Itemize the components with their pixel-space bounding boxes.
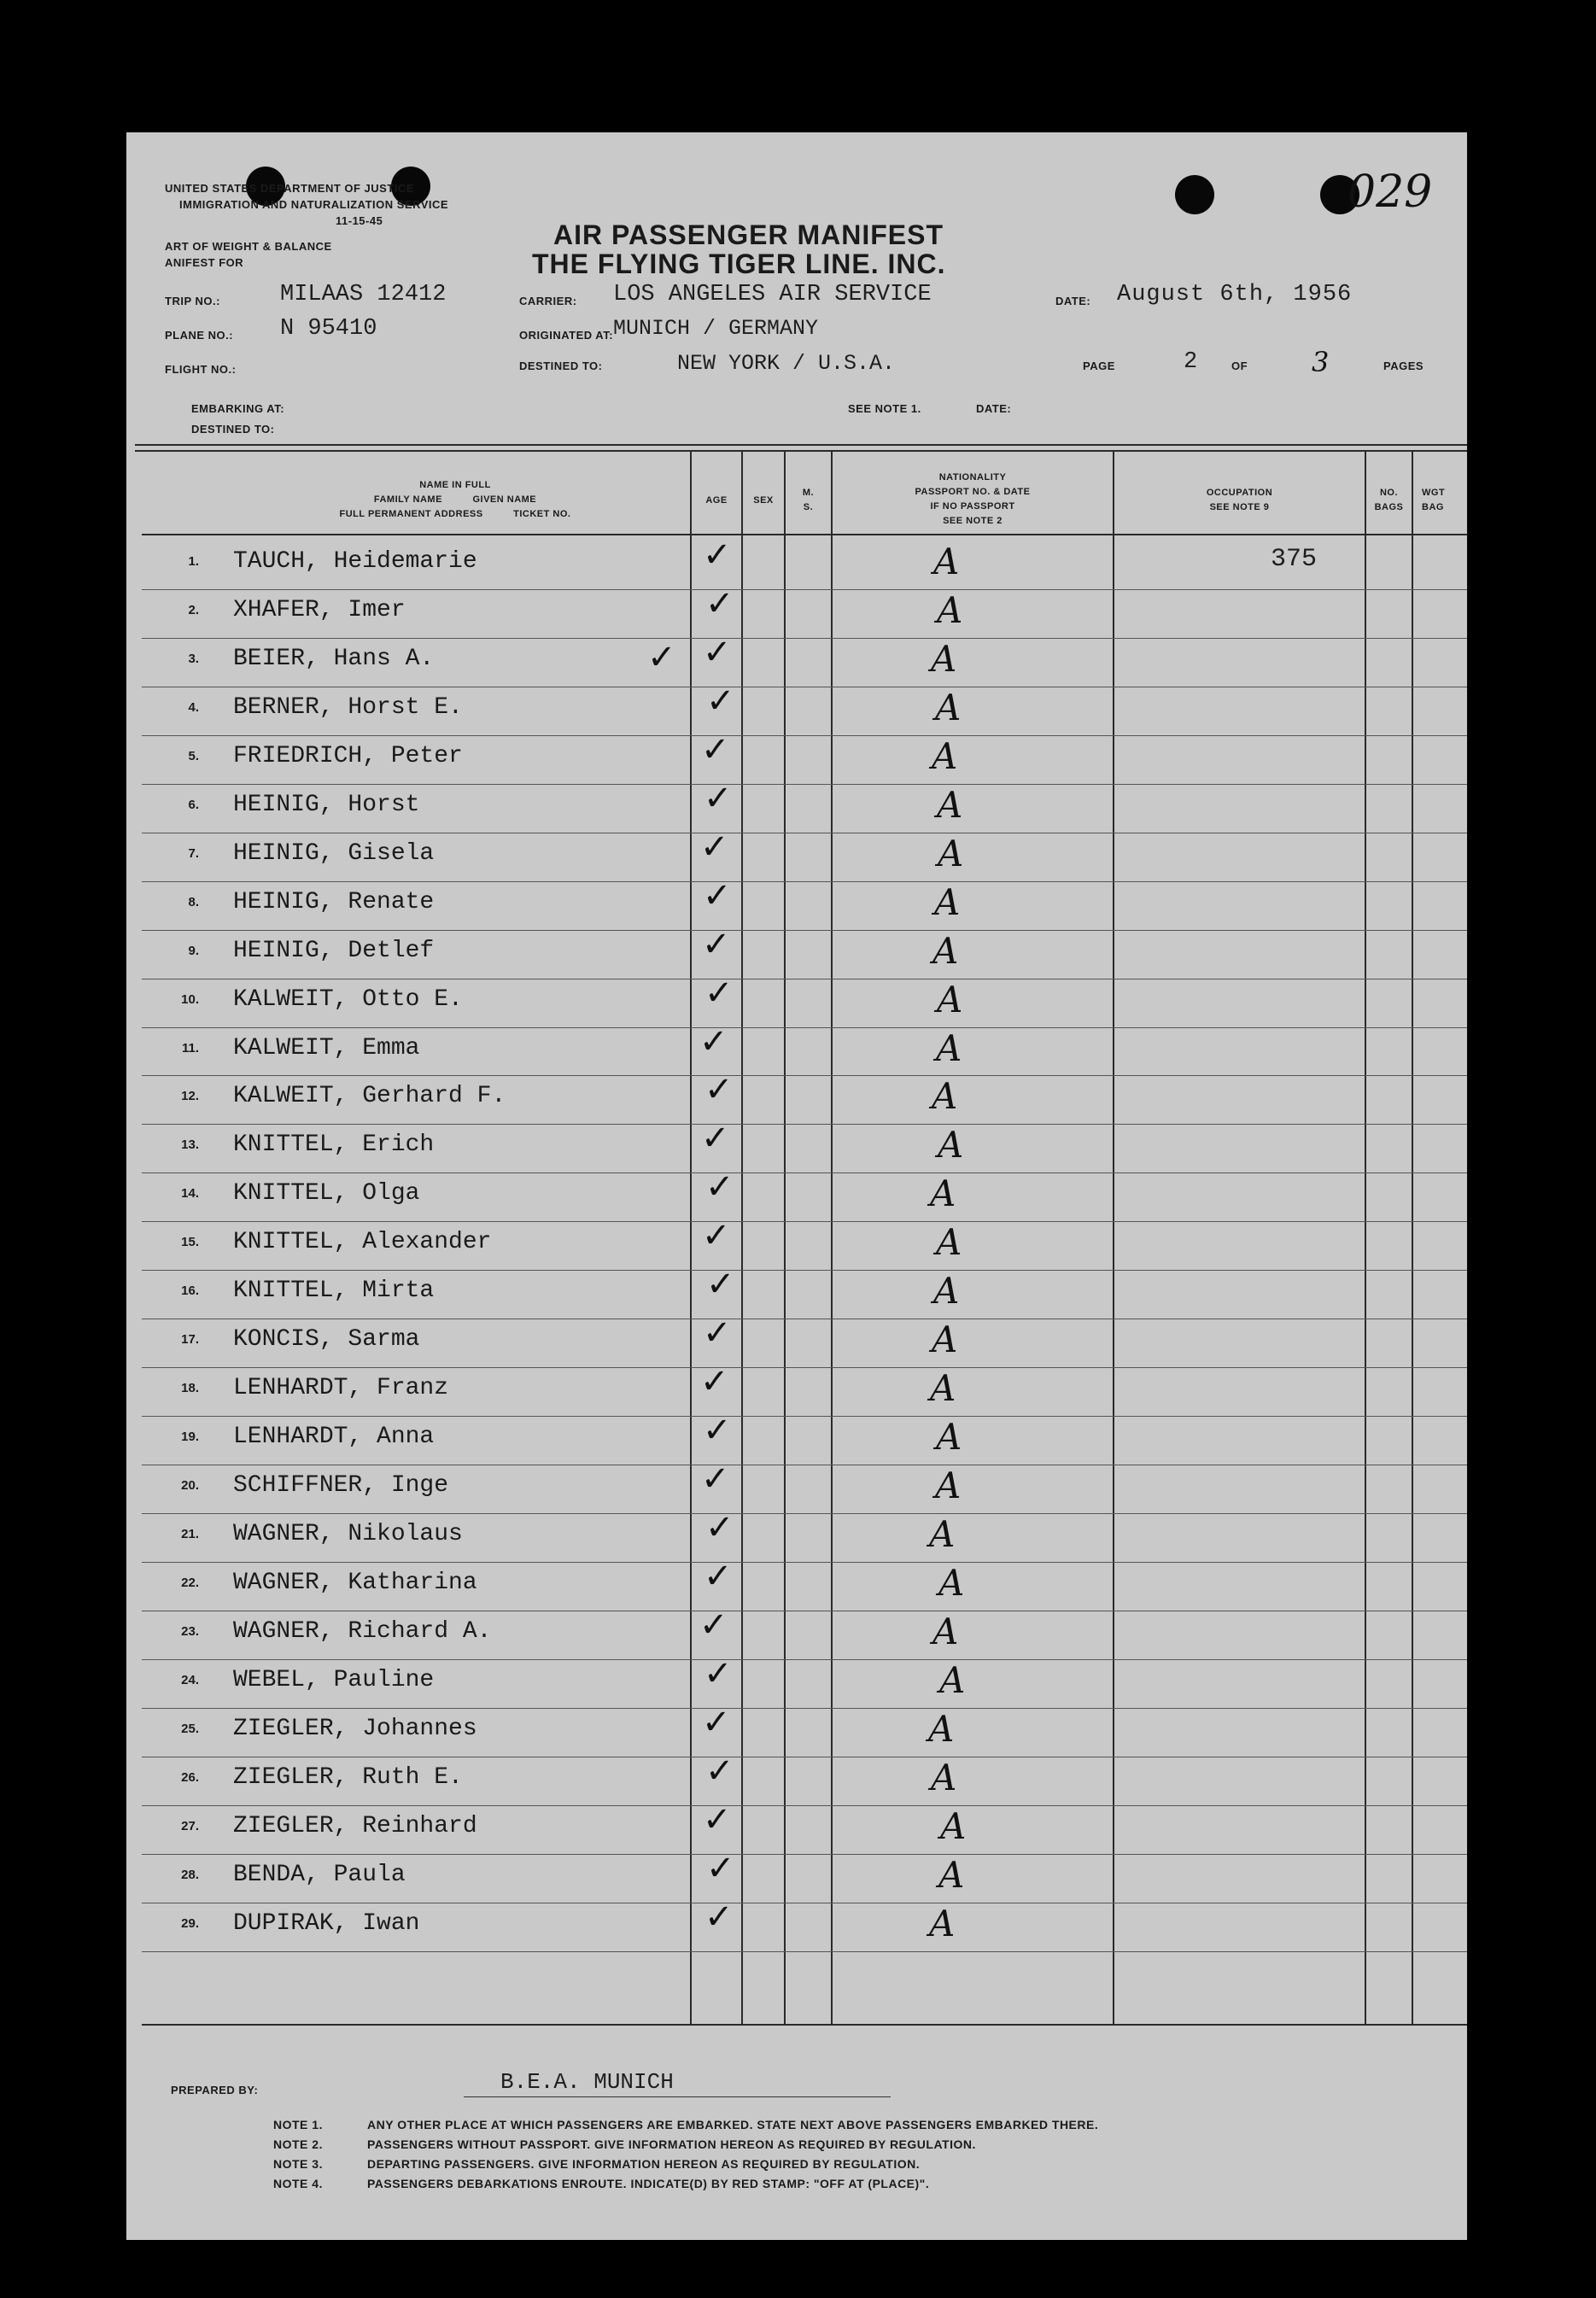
row-number: 9.	[188, 943, 199, 958]
age-check-mark: ✓	[703, 632, 732, 672]
passenger-name: FRIEDRICH, Peter	[233, 742, 463, 769]
note-text: ANY OTHER PLACE AT WHICH PASSENGERS ARE EMBARKED. STATE NEXT ABOVE PASSENGERS EMBARKED THERE.	[367, 2118, 1099, 2131]
pages-label: PAGES	[1383, 360, 1424, 372]
age-check-mark: ✓	[706, 681, 735, 721]
age-check-mark: ✓	[704, 778, 733, 818]
name-col-line1: NAME IN FULL	[419, 480, 491, 490]
row-number: 12.	[181, 1089, 199, 1104]
row-number: 21.	[181, 1527, 199, 1541]
note-text: PASSENGERS WITHOUT PASSPORT. GIVE INFORMATION HEREON AS REQUIRED BY REGULATION.	[367, 2137, 976, 2151]
nationality-mark: A	[932, 929, 959, 972]
nationality-mark: A	[930, 1172, 956, 1215]
row-rule	[142, 930, 1467, 931]
destined-label: DESTINED TO:	[191, 423, 275, 436]
weight-col-header	[1413, 486, 1467, 515]
age-check-mark: ✓	[704, 1556, 733, 1596]
header-rule	[135, 444, 1467, 446]
occ-col-line1: OCCUPATION	[1206, 488, 1273, 498]
passenger-name: KNITTEL, Mirta	[233, 1278, 435, 1305]
age-check-mark: ✓	[702, 924, 731, 964]
page-value: 2	[1184, 349, 1198, 375]
row-number: 19.	[181, 1430, 199, 1445]
bags-col-line1: NO.	[1379, 488, 1399, 498]
age-col-header: AGE	[705, 495, 728, 506]
age-check-mark: ✓	[702, 1702, 731, 1742]
age-check-mark: ✓	[700, 1362, 729, 1402]
age-check-mark: ✓	[704, 973, 734, 1013]
age-check-mark: ✓	[703, 1411, 732, 1451]
passenger-name: BERNER, Horst E.	[233, 693, 463, 721]
passenger-name: WAGNER, Nikolaus	[233, 1521, 463, 1547]
table-header-rule	[142, 534, 1467, 535]
row-number: 5.	[188, 748, 199, 763]
row-number: 15.	[181, 1235, 199, 1250]
age-check-mark: ✓	[704, 1653, 733, 1693]
bags-col-header	[1366, 486, 1412, 515]
passenger-name: DUPIRAK, Iwan	[233, 1909, 420, 1937]
row-rule	[142, 1172, 1467, 1173]
row-number: 22.	[181, 1575, 199, 1590]
passenger-name: TAUCH, Heidemarie	[233, 548, 477, 575]
age-check-mark: ✓	[703, 1313, 732, 1354]
header-rule	[135, 450, 1467, 452]
passenger-name: BEIER, Hans A.	[233, 645, 435, 672]
passenger-name: HEINIG, Gisela	[233, 839, 435, 867]
note-text: PASSENGERS DEBARKATIONS ENROUTE. INDICATE(D) BY RED STAMP: "OFF AT (PLACE)".	[367, 2177, 930, 2190]
row-number: 16.	[181, 1283, 199, 1299]
row-rule	[142, 1027, 1467, 1028]
row-number: 28.	[181, 1867, 199, 1882]
age-check-mark: ✓	[705, 1508, 734, 1547]
nationality-mark: A	[937, 588, 963, 631]
passenger-name: XHAFER, Imer	[233, 596, 406, 623]
age-check-mark: ✓	[701, 729, 730, 769]
age-check-mark: ✓	[699, 1021, 728, 1061]
nationality-mark: A	[936, 1026, 962, 1069]
nat-col-line3: IF NO PASSPORT	[930, 501, 1015, 512]
row-rule	[142, 1221, 1467, 1222]
row-rule	[142, 1562, 1467, 1563]
row-number: 13.	[181, 1137, 199, 1153]
dest-label: DESTINED TO:	[519, 360, 603, 372]
dest-value: NEW YORK / U.S.A.	[677, 351, 896, 376]
row-rule	[142, 1513, 1467, 1514]
passenger-name: KONCIS, Sarma	[233, 1326, 420, 1354]
manifest-page	[126, 132, 1467, 2240]
row-number: 8.	[188, 894, 199, 909]
row-number: 25.	[181, 1721, 199, 1736]
nationality-mark: A	[931, 1756, 957, 1798]
date-label: DATE:	[1055, 295, 1091, 307]
nationality-mark: A	[938, 1561, 965, 1604]
row-number: 10.	[181, 991, 199, 1007]
nationality-mark: A	[939, 1658, 966, 1701]
page-label: PAGE	[1083, 360, 1115, 372]
note-text: DEPARTING PASSENGERS. GIVE INFORMATION HEREON AS REQUIRED BY REGULATION.	[367, 2157, 921, 2171]
passenger-name: ZIEGLER, Johannes	[233, 1715, 477, 1742]
embarking-label: EMBARKING AT:	[191, 402, 285, 415]
nationality-mark: A	[940, 1804, 967, 1847]
passenger-name: HEINIG, Renate	[233, 888, 435, 915]
age-check-mark: ✓	[704, 1070, 734, 1110]
row-number: 20.	[181, 1478, 199, 1494]
bags-col-line2: BAGS	[1374, 502, 1404, 512]
passenger-name: LENHARDT, Franz	[233, 1375, 449, 1402]
name-col-line3: FULL PERMANENT ADDRESS TICKET NO.	[339, 509, 571, 519]
nationality-mark: A	[932, 734, 958, 777]
prepared-label: PREPARED BY:	[171, 2084, 259, 2096]
wt-col-line1: WGT	[1422, 488, 1446, 498]
nationality-mark: A	[928, 1707, 955, 1750]
passenger-name: ZIEGLER, Ruth E.	[233, 1763, 463, 1791]
ms-col-line2: S.	[803, 502, 814, 512]
age-check-mark: ✓	[706, 1848, 735, 1888]
nationality-mark: A	[938, 832, 964, 874]
passenger-name: KNITTEL, Olga	[233, 1180, 420, 1207]
row-rule	[142, 1075, 1467, 1076]
passenger-name: BENDA, Paula	[233, 1861, 406, 1888]
nat-col-line2: PASSPORT NO. & DATE	[915, 487, 1031, 497]
age-check-mark: ✓	[702, 1216, 731, 1256]
passenger-name: SCHIFFNER, Inge	[233, 1472, 449, 1500]
row-number: 29.	[181, 1915, 199, 1931]
ms-col-line1: M.	[802, 488, 815, 498]
row-number: 1.	[188, 554, 199, 569]
agency-line5: ANIFEST FOR	[165, 256, 244, 269]
passenger-name: WAGNER, Katharina	[233, 1569, 477, 1596]
row-number: 3.	[188, 651, 199, 666]
row-rule	[142, 1416, 1467, 1417]
age-check-mark: ✓	[701, 1119, 730, 1159]
note-label: NOTE 3.	[273, 2157, 323, 2171]
age-check-mark: ✓	[703, 875, 732, 915]
row-rule	[142, 1951, 1467, 1952]
row-number: 14.	[181, 1186, 199, 1202]
nationality-mark: A	[930, 1367, 956, 1410]
row-rule	[142, 1270, 1467, 1271]
row-number: 18.	[181, 1381, 199, 1396]
age-check-mark: ✓	[704, 1897, 734, 1937]
row-rule	[142, 1124, 1467, 1125]
see-note-label: SEE NOTE 1.	[848, 402, 921, 415]
nationality-mark: A	[935, 686, 962, 728]
passenger-name: WAGNER, Richard A.	[233, 1617, 492, 1645]
row-rule	[142, 784, 1467, 785]
passenger-name: KALWEIT, Emma	[233, 1034, 420, 1061]
corner-mark: 029	[1348, 167, 1433, 218]
airline-title: THE FLYING TIGER LINE. INC.	[532, 249, 946, 279]
nationality-mark: A	[932, 1075, 958, 1118]
table-bottom-rule	[142, 2024, 1467, 2026]
passenger-name: LENHARDT, Anna	[233, 1424, 435, 1451]
trip-value: MILAAS 12412	[280, 282, 447, 307]
age-check-mark: ✓	[701, 1459, 730, 1500]
plane-value: N 95410	[280, 316, 377, 342]
origin-label: ORIGINATED AT:	[519, 329, 614, 342]
row-number: 17.	[181, 1332, 199, 1348]
carrier-label: CARRIER:	[519, 295, 577, 307]
passenger-name: HEINIG, Horst	[233, 791, 420, 818]
passenger-name: KALWEIT, Gerhard F.	[233, 1083, 506, 1110]
row-rule	[142, 1367, 1467, 1368]
row-number: 2.	[188, 602, 199, 617]
nationality-mark: A	[938, 1853, 965, 1896]
punch-hole	[1175, 175, 1214, 214]
row-number: 4.	[188, 699, 199, 715]
occ-col-line2: SEE NOTE 9	[1209, 502, 1270, 512]
nationality-mark: A	[937, 783, 963, 826]
date-value: August 6th, 1956	[1117, 282, 1353, 307]
sex-col-header: SEX	[753, 495, 774, 506]
agency-line4: ART OF WEIGHT & BALANCE	[165, 240, 332, 253]
row-rule	[142, 589, 1467, 590]
passenger-name: HEINIG, Detlef	[233, 937, 435, 964]
age-check-mark: ✓	[700, 827, 729, 867]
passenger-name: KNITTEL, Erich	[233, 1131, 435, 1159]
nationality-col-header	[833, 471, 1113, 529]
row-number: 6.	[188, 797, 199, 812]
row-rule	[142, 1805, 1467, 1806]
note-label: NOTE 1.	[273, 2118, 323, 2131]
nationality-mark: A	[935, 1465, 962, 1507]
agency-line2: IMMIGRATION AND NATURALIZATION SERVICE	[179, 198, 449, 211]
nationality-mark: A	[938, 1124, 964, 1167]
plane-label: PLANE NO.:	[165, 329, 234, 342]
of-label: OF	[1231, 360, 1248, 372]
agency-line1: UNITED STATES DEPARTMENT OF JUSTICE	[165, 182, 414, 195]
of-value: 3	[1312, 346, 1330, 378]
occupation-col-header	[1114, 486, 1365, 515]
row-number: 27.	[181, 1818, 199, 1833]
name-col-header	[272, 478, 639, 522]
prepared-underline	[464, 2096, 891, 2097]
agency-line3: 11-15-45	[336, 214, 383, 227]
age-check-mark: ✓	[703, 535, 732, 575]
trip-label: TRIP NO.:	[165, 295, 220, 307]
age-check-mark: ✓	[699, 1605, 728, 1645]
note-label: NOTE 4.	[273, 2177, 323, 2190]
passenger-name: KALWEIT, Otto E.	[233, 985, 463, 1013]
age-check-mark: ✓	[705, 1751, 734, 1791]
nationality-mark: A	[934, 880, 961, 923]
nationality-mark: A	[933, 1270, 960, 1313]
row-rule	[142, 1708, 1467, 1709]
age-check-mark: ✓	[705, 1167, 734, 1207]
note-label: NOTE 2.	[273, 2137, 323, 2151]
name-col-line2: FAMILY NAME GIVEN NAME	[373, 494, 537, 505]
row-number: 24.	[181, 1672, 199, 1687]
check-mark: ✓	[647, 638, 676, 677]
row-rule	[142, 1659, 1467, 1660]
prepared-value: B.E.A. MUNICH	[500, 2069, 674, 2095]
nationality-mark: A	[932, 1610, 959, 1652]
carrier-value: LOS ANGELES AIR SERVICE	[613, 282, 932, 307]
age-check-mark: ✓	[705, 583, 734, 623]
nationality-mark: A	[936, 1416, 962, 1459]
age-check-mark: ✓	[706, 1265, 735, 1305]
row-number: 23.	[181, 1623, 199, 1639]
passenger-name: KNITTEL, Alexander	[233, 1229, 492, 1256]
row-rule	[142, 881, 1467, 882]
manifest-title: AIR PASSENGER MANIFEST	[553, 219, 944, 250]
row-number: 7.	[188, 845, 199, 861]
occupation-value: 375	[1271, 545, 1318, 574]
row-number: 11.	[181, 1040, 199, 1055]
nationality-mark: A	[931, 637, 957, 680]
nationality-mark: A	[929, 1902, 956, 1944]
nat-col-line4: SEE NOTE 2	[943, 516, 1003, 526]
age-check-mark: ✓	[703, 1799, 732, 1839]
row-rule	[142, 1854, 1467, 1855]
nationality-mark: A	[933, 541, 960, 582]
origin-value: MUNICH / GERMANY	[613, 316, 819, 341]
nationality-mark: A	[929, 1513, 956, 1555]
row-rule	[142, 638, 1467, 639]
wt-col-line2: BAG	[1422, 502, 1444, 512]
nationality-mark: A	[932, 1319, 958, 1361]
row-rule	[142, 735, 1467, 736]
row-number: 26.	[181, 1769, 199, 1785]
passenger-name: ZIEGLER, Reinhard	[233, 1812, 477, 1839]
ms-col-header	[786, 486, 831, 515]
date2-label: DATE:	[976, 402, 1012, 415]
passenger-name: WEBEL, Pauline	[233, 1666, 435, 1693]
nationality-mark: A	[937, 978, 963, 1020]
nat-col-line1: NATIONALITY	[938, 472, 1007, 482]
nationality-mark: A	[936, 1221, 962, 1264]
flight-label: FLIGHT NO.:	[165, 363, 237, 376]
